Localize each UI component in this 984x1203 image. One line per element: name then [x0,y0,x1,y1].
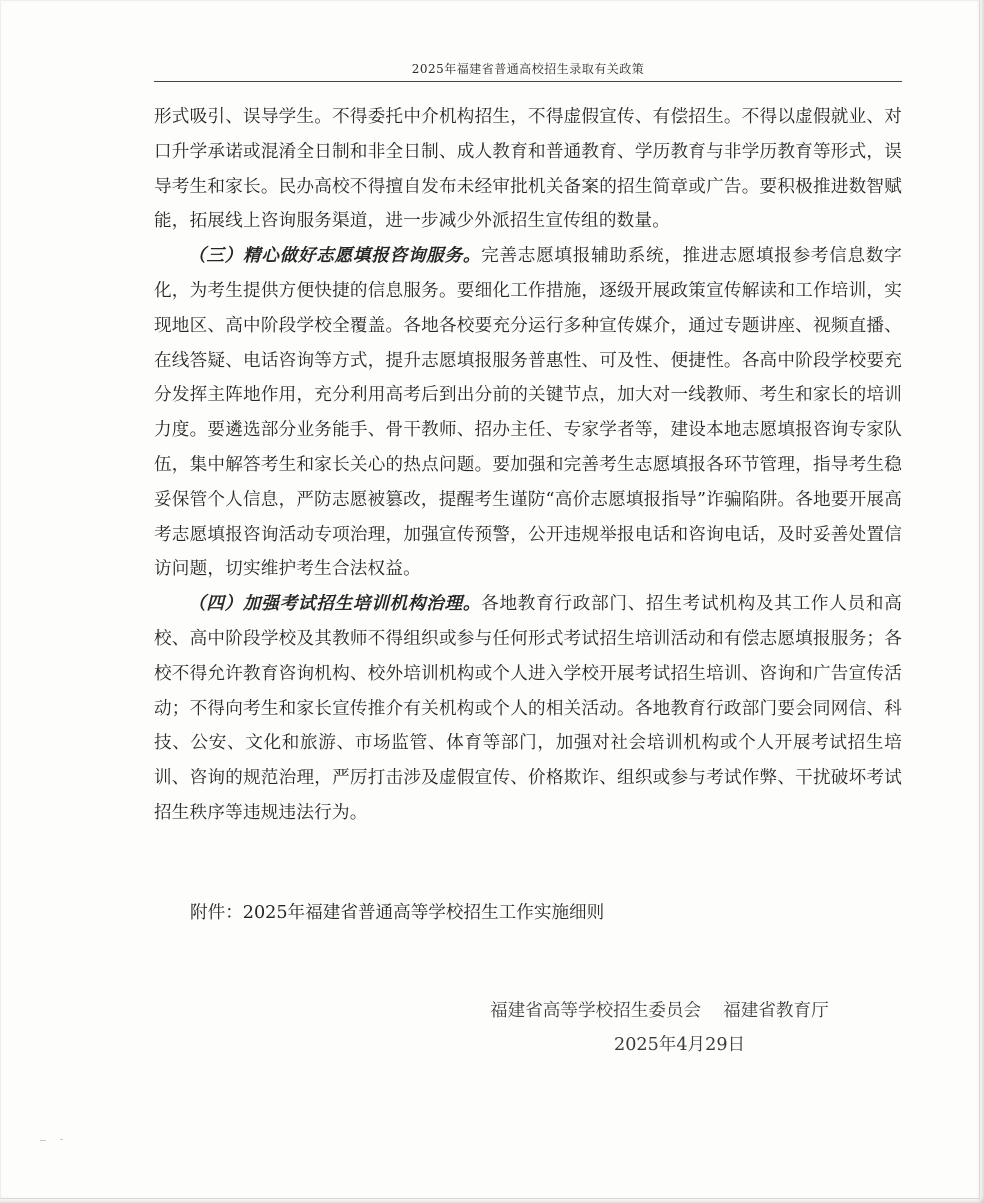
signature-org-1: 福建省高等学校招生委员会 [490,1001,702,1021]
signature-org-2: 福建省教育厅 [723,1001,829,1021]
body-text [154,100,902,831]
paragraph-2 [154,239,902,587]
header-rule [154,81,902,82]
signature-date: 2025年4月29日 [614,1035,746,1055]
attachment-line: 附件：2025年福建省普通高等学校招生工作实施细则 [190,903,605,923]
scan-speck [40,1140,46,1141]
signature-orgs [490,996,829,1026]
scan-speck [60,1139,63,1140]
paragraph-3-body: 各地教育行政部门、招生考试机构及其工作人员和高校、高中阶段学校及其教师不得组织或参与任何形式考试招生培训活动和有偿志愿填报服务；各校不得允许教育咨询机构、校外培训机构或个人进入学校开展考试招生培训、咨询和广告宣传活动；不得向考生和家长宣传推介有关机构或个人的相关活动。各地教育行政部门要会同网信、科技、公安、文化和旅游、市场监管、体育等部门，加强对社会培训机构或个人开展考试招生培训、咨询的规范治理，严厉打击涉及虚假宣传、价格欺诈、组织或参与考试作弊、干扰破坏考试招生秩序等违规违法行为。 [154,594,902,823]
paragraph-2-body: 完善志愿填报辅助系统，推进志愿填报参考信息数字化，为考生提供方便快捷的信息服务。要细化工作措施，逐级开展政策宣传解读和工作培训，实现地区、高中阶段学校全覆盖。各地各校要充分运行多种宣传媒介，通过专题讲座、视频直播、在线答疑、电话咨询等方式，提升志愿填报服务普惠性、可及性、便捷性。各高中阶段学校要充分发挥主阵地作用，充分利用高考后到出分前的关键节点，加大对一线教师、考生和家长的培训力度。要遴选部分业务能手、骨干教师、招办主任、专家学者等，建设本地志愿填报咨询专家队伍，集中解答考生和家长关心的热点问题。要加强和完善考生志愿填报各环节管理，指导考生稳妥保管个人信息，严防志愿被篡改，提醒考生谨防“高价志愿填报指导”诈骗陷阱。各地要开展高考志愿填报咨询活动专项治理，加强宣传预警，公开违规举报电话和咨询电话，及时妥善处置信访问题，切实维护考生合法权益。 [154,246,902,580]
section-heading-3: （三）精心做好志愿填报咨询服务。 [188,245,482,267]
paragraph-1: 形式吸引、误导学生。不得委托中介机构招生，不得虚假宣传、有偿招生。不得以虚假就业、对口升学承诺或混淆全日制和非全日制、成人教育和普通教育、学历教育与非学历教育等形式，误导考生和家长。民办高校不得擅自发布未经审批机关备案的招生简章或广告。要积极推进数智赋能，拓展线上咨询服务渠道，进一步减少外派招生宣传组的数量。 [154,107,902,232]
section-heading-4: （四）加强考试招生培训机构治理。 [188,593,482,615]
running-header: 2025年福建省普通高校招生录取有关政策 [411,62,645,76]
paragraph-3 [154,587,902,831]
